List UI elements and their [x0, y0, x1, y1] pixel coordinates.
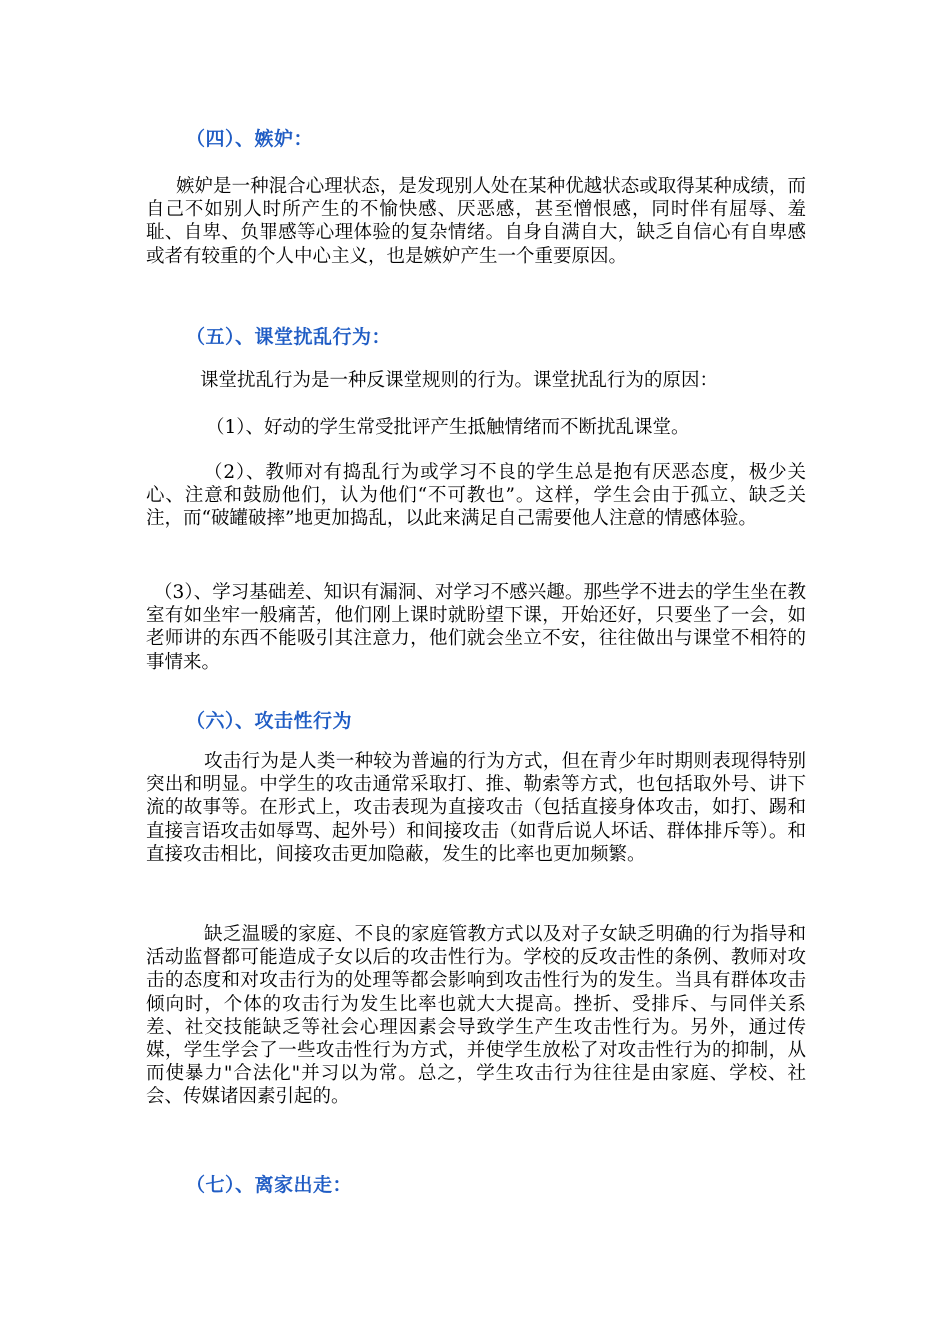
section-heading-classroom-disruption: （五）、课堂扰乱行为：: [186, 326, 392, 348]
section-heading-running-away: （七）、离家出走：: [186, 1174, 353, 1196]
paragraph-jealousy: 嫉妒是一种混合心理状态，是发现别人处在某种优越状态或取得某种成绩，而自己不如别人时所产生的不愉快感、厌恶感，甚至憎恨感，同时伴有屈辱、羞耻、自卑、负罪感等心理体验的复杂情绪。自身自满自大，缺乏自信心有自卑感或者有较重的个人中心主义，也是嫉妒产生一个重要原因。: [146, 176, 806, 267]
paragraph-aggression-1: 攻击行为是人类一种较为普遍的行为方式，但在青少年时期则表现得特别突出和明显。中学生的攻击通常采取打、推、勒索等方式，也包括取外号、讲下流的故事等。在形式上，攻击表现为直接攻击（包括直接身体攻击，如打、踢和直接言语攻击如辱骂、起外号）和间接攻击（如背后说人坏话、群体排斥等）。和直接攻击相比，间接攻击更加隐蔽，发生的比率也更加频繁。: [146, 751, 806, 865]
paragraph-disruption-intro: 课堂扰乱行为是一种反课堂规则的行为。课堂扰乱行为的原因：: [200, 370, 719, 391]
paragraph-aggression-2: 缺乏温暖的家庭、不良的家庭管教方式以及对子女缺乏明确的行为指导和活动监督都可能造成子女以后的攻击性行为。学校的反攻击性的条例、教师对攻击的态度和对攻击行为的处理等都会影响到攻击性行为的发生。当具有群体攻击倾向时，个体的攻击行为发生比率也就大大提高。挫折、受排斥、与同伴关系差、社交技能缺乏等社会心理因素会导致学生产生攻击性行为。另外，通过传媒，学生学会了一些攻击性行为方式，并使学生放松了对攻击性行为的抑制，从而使暴力"合法化"并习以为常。总之，学生攻击行为往往是由家庭、学校、社会、传媒诸因素引起的。: [146, 924, 806, 1108]
section-heading-jealousy: （四）、嫉妒：: [186, 128, 314, 150]
section-heading-aggression: （六）、攻击性行为: [186, 710, 353, 732]
paragraph-disruption-item-3: （3）、学习基础差、知识有漏洞、对学习不感兴趣。那些学不进去的学生坐在教室有如坐牢一般痛苦，他们刚上课时就盼望下课，开始还好，只要坐了一会，如老师讲的东西不能吸引其注意力，他们就会坐立不安，往往做出与课堂不相符的事情来。: [146, 582, 806, 673]
paragraph-disruption-item-1: （1）、好动的学生常受批评产生抵触情绪而不断扰乱课堂。: [206, 417, 690, 438]
paragraph-disruption-item-2: （2）、教师对有捣乱行为或学习不良的学生总是抱有厌恶态度，极少关心、注意和鼓励他们，认为他们“不可教也”。这样，学生会由于孤立、缺乏关注，而“破罐破摔”地更加捣乱，以此来满足自己需要他人注意的情感体验。: [146, 462, 806, 530]
